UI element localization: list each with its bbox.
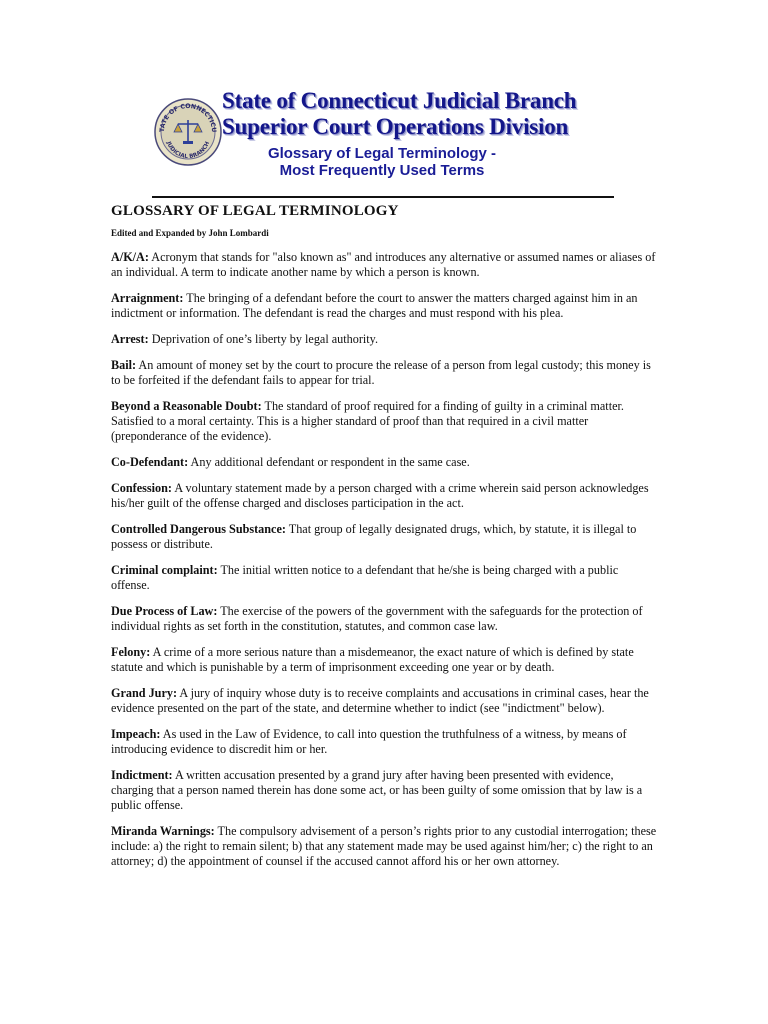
- glossary-term: Impeach:: [111, 727, 161, 741]
- glossary-entry: [111, 291, 659, 321]
- org-title-line-1: State of Connecticut Judicial Branch: [222, 88, 577, 113]
- glossary-definition: A crime of a more serious nature than a misdemeanor, the exact nature of which is defined by state statute and which is punishable by a term of imprisonment exceeding one year or by death.: [111, 645, 634, 674]
- glossary-term: Felony:: [111, 645, 151, 659]
- document-editor-credit: Edited and Expanded by John Lombardi: [111, 228, 269, 238]
- glossary-entry: [111, 768, 659, 813]
- glossary-entry: [111, 727, 659, 757]
- glossary-entry: [111, 563, 659, 593]
- glossary-term: Co-Defendant:: [111, 455, 189, 469]
- glossary-entry: [111, 332, 659, 347]
- glossary-definition: The initial written notice to a defendant that he/she is being charged with a public offense.: [111, 563, 619, 592]
- glossary-entry: [111, 455, 659, 470]
- glossary-definition: As used in the Law of Evidence, to call into question the truthfulness of a witness, by means of introducing evidence to discredit him or her.: [111, 727, 627, 756]
- glossary-entry: [111, 824, 659, 869]
- document-body: [111, 201, 659, 869]
- glossary-definition: Any additional defendant or respondent in the same case.: [188, 455, 470, 469]
- glossary-term: Bail:: [111, 358, 137, 372]
- glossary-subtitle-line-1: Glossary of Legal Terminology -: [267, 145, 497, 162]
- glossary-definition: The standard of proof required for a finding of guilty in a criminal matter. Satisfied to a moral certainty. This is a higher standard of proof than that required in a civil matter (preponderance of the evidence).: [111, 399, 624, 443]
- glossary-term: Arraignment:: [111, 291, 184, 305]
- glossary-entry: [111, 250, 659, 280]
- glossary-entry: [111, 358, 659, 388]
- glossary-definition: The exercise of the powers of the government with the safeguards for the protection of individual rights as set forth in the constitution, statutes, and common case law.: [111, 604, 643, 633]
- glossary-definition: A written accusation presented by a grand jury after having been presented with evidence, charging that a person named therein has done some act, or has been guilty of some omission that by law is a public offense.: [111, 768, 643, 812]
- glossary-definition: A jury of inquiry whose duty is to receive complaints and accusations in criminal cases, hear the evidence presented on the part of the state, and determine whether to indict (see "indictment" below).: [111, 686, 649, 715]
- glossary-entry: [111, 604, 659, 634]
- glossary-entry: [111, 522, 659, 552]
- glossary-definition: That group of legally designated drugs, which, by statute, it is illegal to possess or distribute.: [111, 522, 637, 551]
- header-divider: [152, 196, 614, 198]
- glossary-entry: [111, 686, 659, 716]
- seal-text-top: TATE OF CONNECTICU: [158, 102, 218, 133]
- glossary-term: Beyond a Reasonable Doubt:: [111, 399, 262, 413]
- glossary-definition: A voluntary statement made by a person charged with a crime wherein said person acknowledges his/her guilt of the offense charged and discloses participation in the act.: [111, 481, 649, 510]
- glossary-subtitle-line-2: Most Frequently Used Terms: [279, 162, 485, 179]
- glossary-term: Controlled Dangerous Substance:: [111, 522, 286, 536]
- glossary-definition: The bringing of a defendant before the court to answer the matters charged against him in an indictment or information. The defendant is read the charges and must respond with his plea.: [111, 291, 638, 320]
- glossary-term: Miranda Warnings:: [111, 824, 215, 838]
- glossary-entry: [111, 399, 659, 444]
- glossary-term: Grand Jury:: [111, 686, 178, 700]
- glossary-term: Arrest:: [111, 332, 149, 346]
- glossary-entry: [111, 481, 659, 511]
- glossary-term: Confession:: [111, 481, 172, 495]
- document-title: GLOSSARY OF LEGAL TERMINOLOGY: [111, 203, 399, 219]
- glossary-term: Indictment:: [111, 768, 173, 782]
- judicial-branch-seal-icon: [152, 96, 224, 168]
- seal-text-bottom: JUDICIAL BRANCH: [165, 140, 212, 161]
- glossary-term: A/K/A:: [111, 250, 149, 264]
- glossary-term: Due Process of Law:: [111, 604, 218, 618]
- glossary-definition: An amount of money set by the court to procure the release of a person from legal custody; this money is to be forfeited if the defendant fails to appear for trial.: [111, 358, 651, 387]
- glossary-definition: The compulsory advisement of a person’s rights prior to any custodial interrogation; these include: a) the right to remain silent; b) that any statement made may be used against him/her; c) the right to an attorney; d) the appointment of counsel if the accused cannot afford his or her own attorney.: [111, 824, 657, 868]
- glossary-definition: Deprivation of one’s liberty by legal authority.: [148, 332, 379, 346]
- glossary-entry: [111, 645, 659, 675]
- org-title-line-2: Superior Court Operations Division: [222, 114, 569, 139]
- glossary-definition: Acronym that stands for "also known as" and introduces any alternative or assumed names or aliases of an individual. A term to indicate another name by which a person is known.: [111, 250, 656, 279]
- glossary-term: Criminal complaint:: [111, 563, 218, 577]
